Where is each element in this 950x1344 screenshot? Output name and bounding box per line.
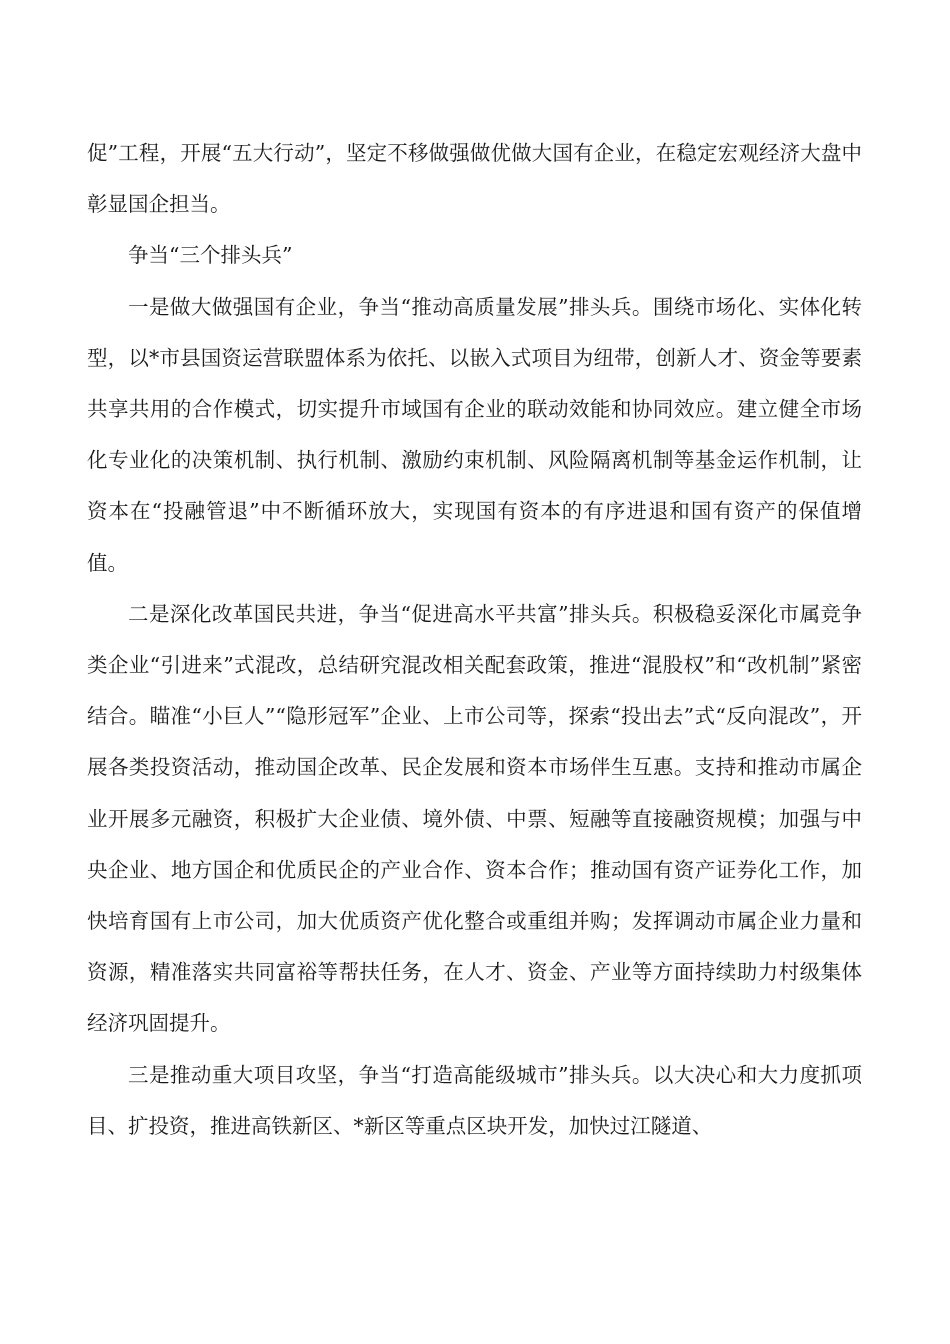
paragraph-continuation: 促”工程，开展“五大行动”，坚定不移做强做优做大国有企业，在稳定宏观经济大盘中彰显国企担当。 [87, 141, 862, 217]
paragraph-point-three: 三是推动重大项目攻坚，争当“打造高能级城市”排头兵。以大决心和大力度抓项目、扩投资，推进高铁新区、*新区等重点区块开发，加快过江隧道、 [87, 1062, 862, 1138]
document-body [87, 128, 862, 1152]
paragraph-point-two: 二是深化改革国民共进，争当“促进高水平共富”排头兵。积极稳妥深化市属竞争类企业“引进来”式混改，总结研究混改相关配套政策，推进“混股权”和“改机制”紧密结合。瞄准“小巨人”“隐形冠军”企业、上市公司等，探索“投出去”式“反向混改”，开展各类投资活动，推动国企改革、民企发展和资本市场伴生互惠。支持和推动市属企业开展多元融资，积极扩大企业债、境外债、中票、短融等直接融资规模；加强与中央企业、地方国企和优质民企的产业合作、资本合作；推动国有资产证券化工作，加快培育国有上市公司，加大优质资产优化整合或重组并购；发挥调动市属企业力量和资源，精准落实共同富裕等帮扶任务，在人才、资金、产业等方面持续助力村级集体经济巩固提升。 [87, 601, 862, 1036]
section-heading: 争当“三个排头兵” [128, 243, 293, 268]
paragraph-point-one: 一是做大做强国有企业，争当“推动高质量发展”排头兵。围绕市场化、实体化转型，以*市县国资运营联盟体系为依托、以嵌入式项目为纽带，创新人才、资金等要素共享共用的合作模式，切实提升市域国有企业的联动效能和协同效应。建立健全市场化专业化的决策机制、执行机制、激励约束机制、风险隔离机制等基金运作机制，让资本在“投融管退”中不断循环放大，实现国有资本的有序进退和国有资产的保值增值。 [87, 294, 862, 575]
